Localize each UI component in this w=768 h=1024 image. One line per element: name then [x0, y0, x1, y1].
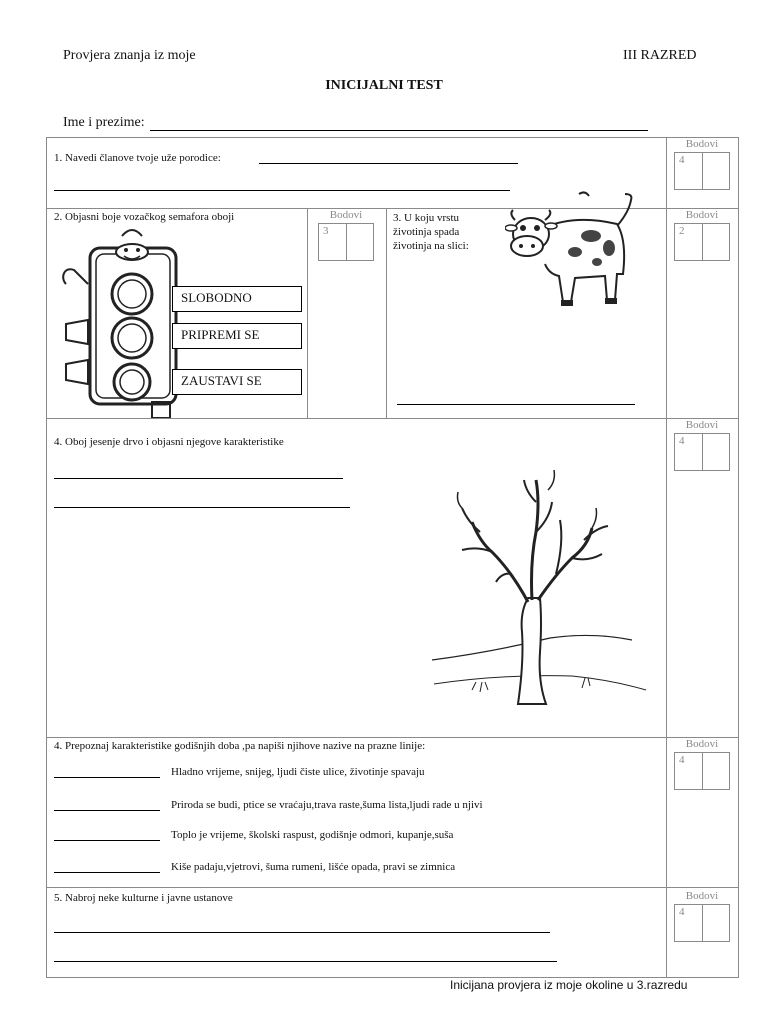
bodovi-label: Bodovi: [685, 138, 719, 150]
points-value: 3: [323, 225, 329, 237]
bodovi-label: Bodovi: [685, 209, 719, 221]
answer-line[interactable]: [54, 872, 160, 873]
bodovi-label: Bodovi: [685, 738, 719, 750]
points-value: 4: [679, 754, 685, 766]
score-box[interactable]: [674, 223, 730, 261]
test-title: INICIJALNI TEST: [325, 78, 443, 93]
answer-line[interactable]: [54, 961, 557, 962]
question-5: 5. Nabroj neke kulturne i javne ustanove: [54, 892, 233, 904]
season-description: Priroda se budi, ptice se vraćaju,trava raste,šuma lista,ljudi rade u njivi: [171, 799, 483, 811]
season-description: Hladno vrijeme, snijeg, ljudi čiste ulice, životinje spavaju: [171, 766, 425, 778]
score-box[interactable]: [674, 752, 730, 790]
score-box[interactable]: [674, 433, 730, 471]
traffic-label-yellow: PRIPREMI SE: [172, 323, 302, 349]
answer-line[interactable]: [54, 507, 350, 508]
score-box[interactable]: [674, 152, 730, 190]
grade-heading: III RAZRED: [623, 48, 697, 63]
points-value: 4: [679, 154, 685, 166]
question-2: 2. Objasni boje vozačkog semafora oboji: [54, 211, 235, 223]
bodovi-label: Bodovi: [329, 209, 363, 221]
points-value: 4: [679, 906, 685, 918]
answer-line[interactable]: [54, 190, 510, 191]
season-description: Toplo je vrijeme, školski raspust, godišnje odmori, kupanje,suša: [171, 829, 454, 841]
answer-line[interactable]: [54, 777, 160, 778]
question-3: 3. U koju vrstu životinja spada životinja na slici:: [393, 212, 469, 252]
bodovi-label: Bodovi: [685, 419, 719, 431]
answer-line[interactable]: [54, 840, 160, 841]
score-box[interactable]: [318, 223, 374, 261]
points-value: 2: [679, 225, 685, 237]
question-4b: 4. Prepoznaj karakteristike godišnjih doba ,pa napiši njihove nazive na prazne linije:: [54, 740, 426, 752]
answer-line[interactable]: [54, 478, 343, 479]
answer-line[interactable]: [54, 932, 550, 933]
points-value: 4: [679, 435, 685, 447]
name-label: Ime i prezime:: [63, 115, 145, 130]
question-4a: 4. Oboj jesenje drvo i objasni njegove karakteristike: [54, 436, 284, 448]
score-box[interactable]: [674, 904, 730, 942]
traffic-label-red: ZAUSTAVI SE: [172, 369, 302, 395]
answer-line[interactable]: [397, 404, 635, 405]
season-description: Kiše padaju,vjetrovi, šuma rumeni, lišće opada, pravi se zimnica: [171, 861, 456, 873]
answer-line[interactable]: [54, 810, 160, 811]
name-line[interactable]: [150, 130, 648, 131]
bodovi-label: Bodovi: [685, 890, 719, 902]
answer-line[interactable]: [259, 163, 518, 164]
page-footer: Inicijana provjera iz moje okoline u 3.razredu: [450, 978, 688, 992]
question-1: 1. Navedi članove tvoje uže porodice:: [54, 152, 221, 164]
traffic-label-green: SLOBODNO: [172, 286, 302, 312]
subject-heading: Provjera znanja iz moje: [63, 48, 196, 63]
